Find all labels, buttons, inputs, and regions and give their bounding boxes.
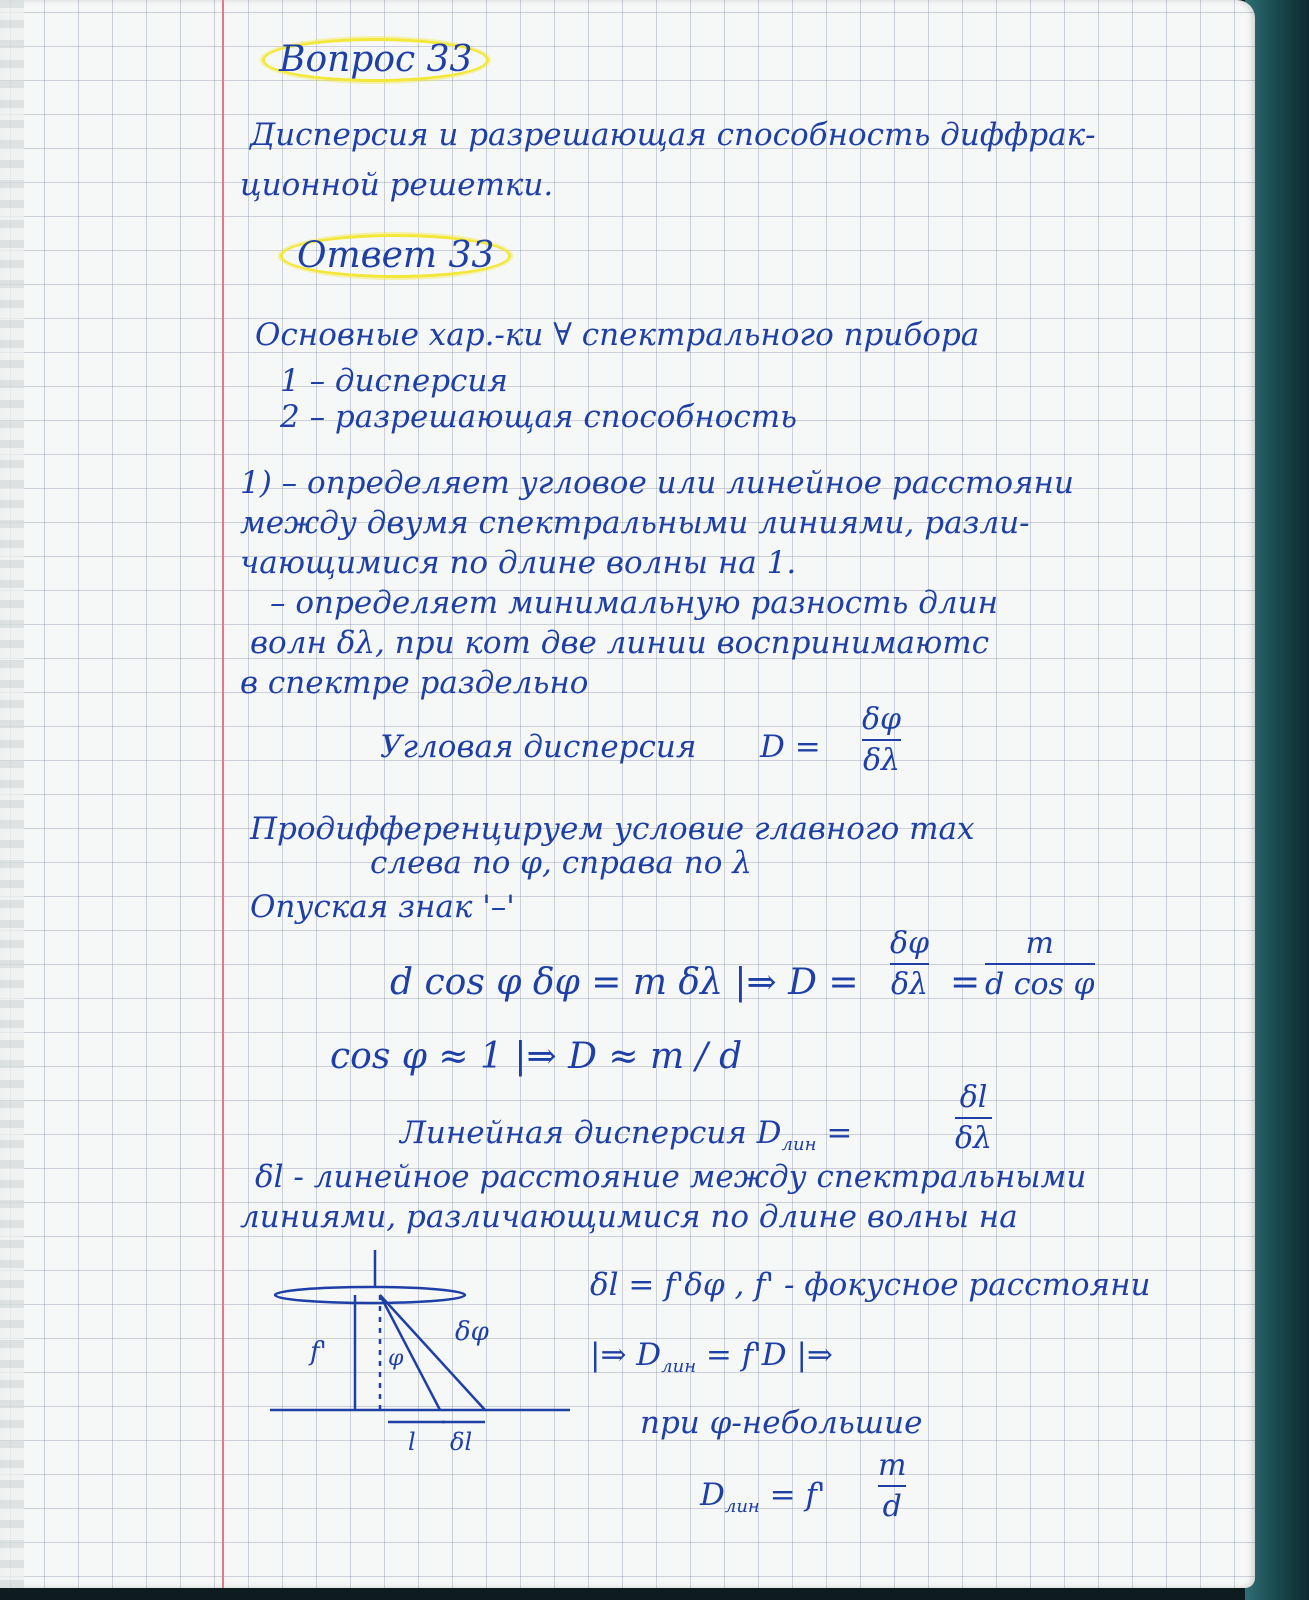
angular-dispersion-fraction <box>862 702 901 778</box>
question-title: Вопрос 33 <box>262 38 489 82</box>
linear-definition-line-2: линиями, различающимися по длине волны на <box>240 1199 1018 1235</box>
final-numerator: m <box>878 1448 907 1483</box>
focal-length-label: f' <box>310 1337 327 1367</box>
linear-denominator: δλ <box>955 1121 993 1156</box>
angular-denominator: δλ <box>863 743 901 778</box>
linear-definition-line-1: δl - линейное расстояние между спектральными <box>255 1159 1087 1195</box>
differentiate-line-2: слева по φ, справа по λ <box>370 845 752 881</box>
intro-line: Основные хар.-ки ∀ спектрального прибора <box>255 317 980 353</box>
equation-2: cos φ ≈ 1 |⇒ D ≈ m / d <box>330 1036 743 1077</box>
equation-1-fraction-1 <box>890 926 929 1002</box>
equation-1-left: d cos φ δφ = m δλ |⇒ D = <box>390 962 859 1003</box>
final-fraction <box>878 1448 906 1524</box>
eq1-f2-denominator: d cos φ <box>985 967 1095 1002</box>
final-denominator: d <box>882 1489 902 1524</box>
small-angle-note: при φ-небольшие <box>640 1405 923 1441</box>
equation-1-fraction-2 <box>985 926 1095 1002</box>
spiral-binding <box>0 0 24 1588</box>
angular-numerator: δφ <box>862 702 902 737</box>
eq1-f1-numerator: δφ <box>890 926 930 961</box>
eq1-f1-denominator: δλ <box>891 967 929 1002</box>
definition-line-3: чающимися по длине волны на 1. <box>240 545 797 581</box>
definition-line-1: 1) – определяет угловое или линейное расстояни <box>240 465 1074 501</box>
angular-dispersion-label: Угловая дисперсия <box>380 729 697 765</box>
linear-dispersion-relation: |⇒ $D_{лин} = f'D$ |⇒ <box>590 1337 833 1378</box>
differentiate-line-1: Продифференцируем условие главного max <box>250 811 975 847</box>
angle-phi-label: φ <box>388 1346 404 1371</box>
omit-sign-line: Опуская знак '–' <box>250 889 515 925</box>
definition-line-5: волн δλ, при кот две линии воспринимаютс <box>250 625 990 661</box>
lens-geometry-diagram <box>270 1240 570 1460</box>
final-formula: $D_{лин} = f'$ <box>700 1477 826 1518</box>
l-label: l <box>408 1428 416 1456</box>
angular-dispersion-lhs: D = <box>760 729 821 765</box>
lens-shape <box>275 1287 465 1303</box>
definition-line-6: в спектре раздельно <box>240 665 589 701</box>
list-item-2: 2 – разрешающая способность <box>280 399 798 435</box>
eq1-f2-numerator: m <box>1025 926 1054 961</box>
angle-dphi-label: δφ <box>455 1317 489 1347</box>
linear-dispersion-fraction <box>955 1080 992 1156</box>
focal-relation: δl = f'δφ , f' - фокусное расстояни <box>590 1267 1151 1303</box>
question-line-2: ционной решетки. <box>240 167 554 203</box>
linear-numerator: δl <box>959 1080 988 1115</box>
linear-dispersion-label: Линейная дисперсия $D_{лин}$ = <box>400 1115 853 1156</box>
question-line-1: Дисперсия и разрешающая способность диффрак- <box>250 117 1096 153</box>
equation-1-equals: = <box>950 962 981 1003</box>
definition-line-2: между двумя спектральными линиями, разли- <box>240 505 1030 541</box>
margin-line <box>222 0 224 1588</box>
dl-label: δl <box>450 1428 473 1456</box>
answer-title: Ответ 33 <box>280 234 511 278</box>
list-item-1: 1 – дисперсия <box>280 363 508 399</box>
definition-line-4: – определяет минимальную разность длин <box>270 585 999 621</box>
